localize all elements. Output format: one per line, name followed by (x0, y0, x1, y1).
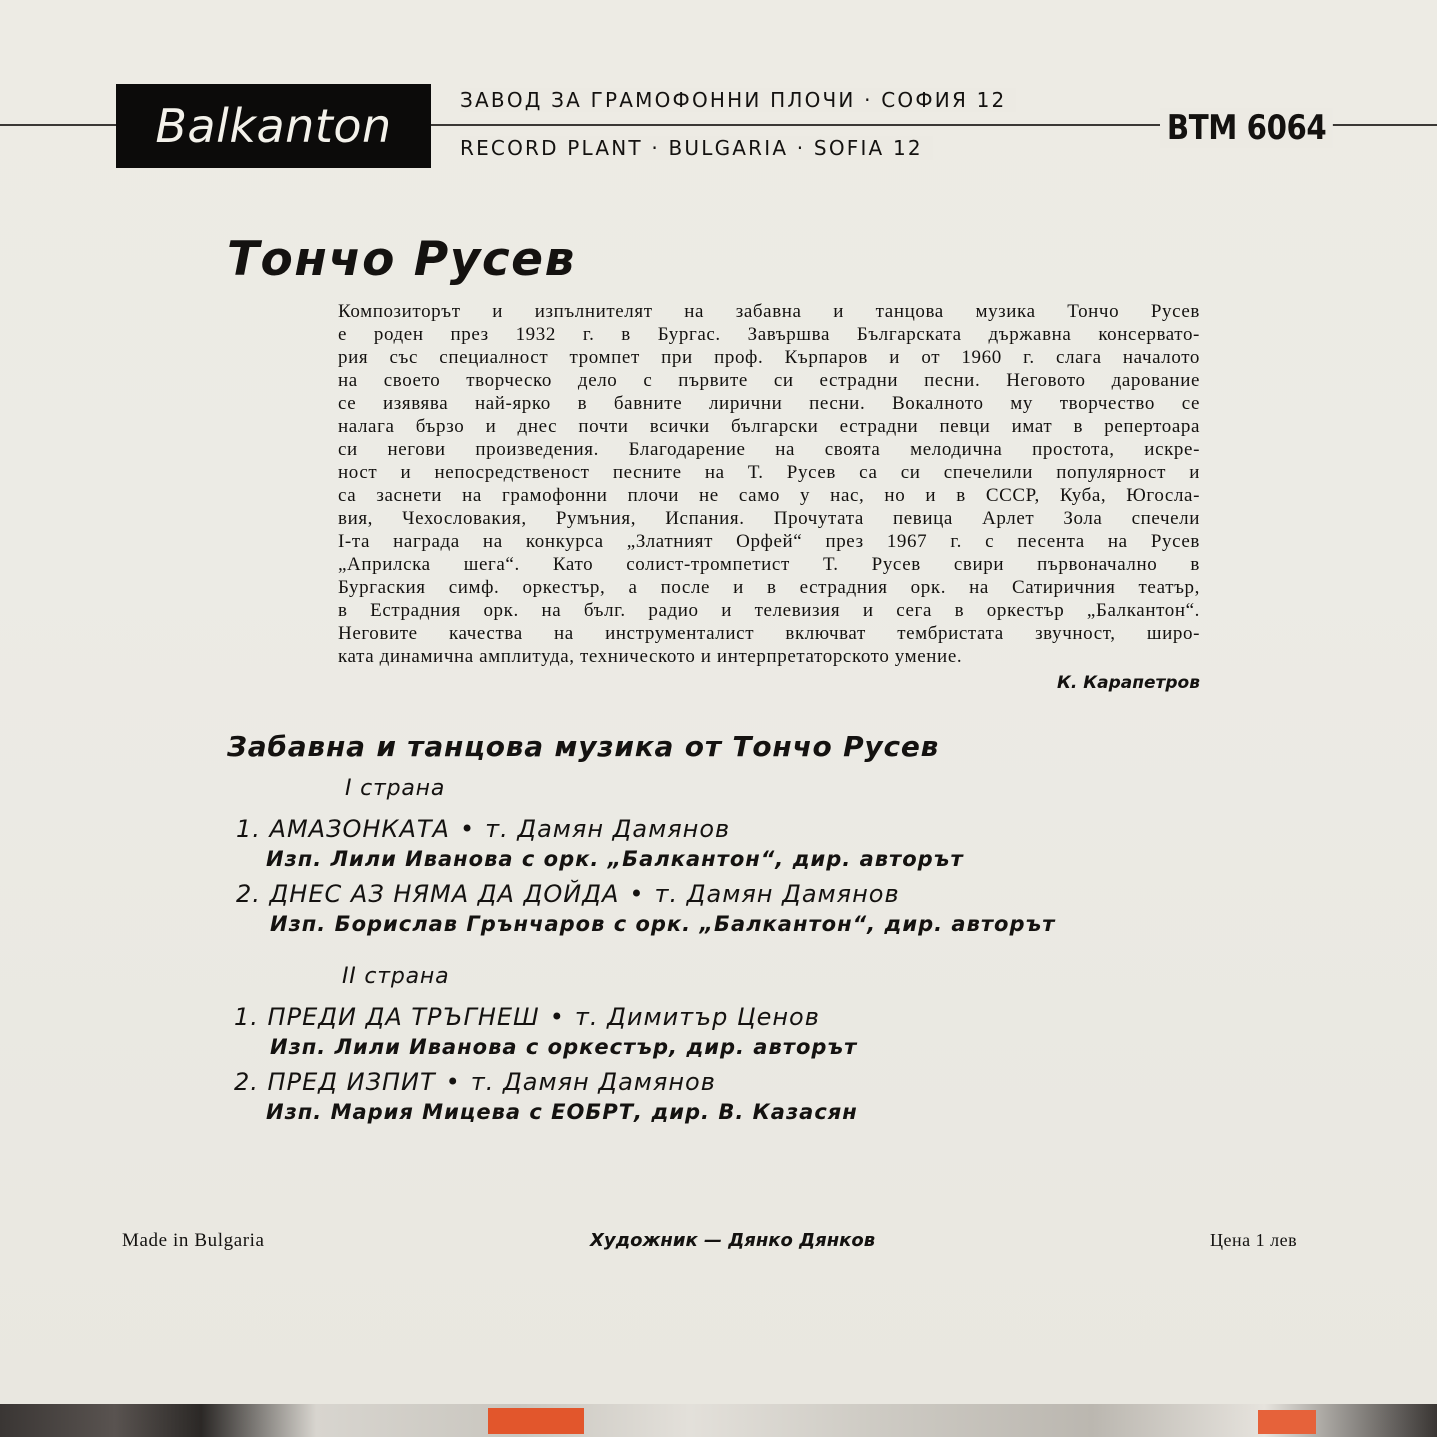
balkanton-logo (116, 84, 431, 168)
inner-sleeve-edge (0, 1404, 1437, 1437)
track-credit: Изп. Мария Мицева с ЕОБРТ, дир. В. Казасян (266, 1100, 858, 1124)
artist-credit: Художник — Дянко Дянков (590, 1230, 876, 1251)
track-credit: Изп. Лили Иванова с орк. „Балкантон“, дир. авторът (266, 847, 964, 871)
bio-line: вия, Чехословакия, Румъния, Испания. Прочутата певица Арлет Зола спечели (338, 508, 1200, 529)
bio-line: си негови произведения. Благодарение на своята мелодична простота, искре- (338, 439, 1200, 460)
bio-line: „Априлска шега“. Като солист-тромпетист Т. Русев свири първоначално в (338, 554, 1200, 575)
made-in-label: Made in Bulgaria (122, 1230, 265, 1251)
track-lyricist: т. Дамян Дамянов (485, 815, 731, 843)
brand-name: Balkanton (155, 99, 392, 153)
track-number: 1. (236, 815, 261, 843)
biography (338, 300, 1200, 668)
track-title (234, 1068, 716, 1096)
track-name: ПРЕДИ ДА ТРЪГНЕШ (267, 1003, 540, 1031)
track-title (236, 815, 730, 843)
track-credit: Изп. Лили Иванова с оркестър, дир. авторът (270, 1035, 858, 1059)
side-one-label: I страна (345, 776, 446, 801)
track-number: 1. (234, 1003, 259, 1031)
price-label: Цена 1 лев (1210, 1230, 1298, 1250)
album-title: Забавна и танцова музика от Тончо Русев (227, 730, 940, 763)
track-title (236, 880, 900, 908)
track-lyricist: т. Дамян Дамянов (470, 1068, 716, 1096)
track-credit: Изп. Борислав Грънчаров с орк. „Балкантон“, дир. авторът (270, 912, 1056, 936)
bio-line: са заснети на грамофонни плочи не само у нас, но и в СССР, Куба, Югосла- (338, 485, 1200, 506)
bio-line: Композиторът и изпълнителят на забавна и танцова музика Тончо Русев (338, 301, 1200, 322)
bio-line: рия със специалност тромпет при проф. Кърпаров и от 1960 г. слага началото (338, 347, 1200, 368)
catalog-number: ВТМ 6064 (1160, 108, 1333, 148)
bio-line: се изявява най-ярко в бавните лирични песни. Вокалното му творчество се (338, 393, 1200, 414)
bio-line: в Естрадния орк. на бълг. радио и телевизия и сега в оркестър „Балкантон“. (338, 600, 1200, 621)
track-name: ПРЕД ИЗПИТ (267, 1068, 436, 1096)
bio-line: ност и непосредственост песните на Т. Русев са си спечелили популярност и (338, 462, 1200, 483)
track-lyricist: т. Дамян Дамянов (654, 880, 900, 908)
track-number: 2. (234, 1068, 259, 1096)
bio-line: налага бързо и днес почти всички български естрадни певци имат в репертоара (338, 416, 1200, 437)
bio-line: на своето творческо дело с първите си естрадни песни. Неговото дарование (338, 370, 1200, 391)
label-edge (1258, 1410, 1316, 1434)
track-name: АМАЗОНКАТА (269, 815, 450, 843)
track-number: 2. (236, 880, 261, 908)
track-lyricist: т. Димитър Ценов (574, 1003, 820, 1031)
bullet-icon: • (549, 1003, 565, 1031)
bio-line: ката динамична амплитуда, техническото и интерпретаторското умение. (338, 646, 963, 667)
bullet-icon: • (445, 1068, 461, 1096)
track-title (234, 1003, 820, 1031)
artist-name: Тончо Русев (227, 232, 576, 287)
track-name: ДНЕС АЗ НЯМА ДА ДОЙДА (269, 880, 620, 908)
label-edge (488, 1408, 584, 1434)
bio-line: Бургаския симф. оркестър, а после и в естрадния орк. на Сатиричния театър, (338, 577, 1200, 598)
bio-author: К. Карапетров (1056, 673, 1200, 693)
bio-line: I-та награда на конкурса „Златният Орфей“ през 1967 г. с песента на Русев (338, 531, 1200, 552)
plant-name-english: RECORD PLANT · BULGARIA · SOFIA 12 (460, 136, 933, 160)
side-two-label: II страна (342, 964, 450, 989)
bio-line: Неговите качества на инструменталист включват тембристата звучност, широ- (338, 623, 1200, 644)
bio-line: е роден през 1932 г. в Бургас. Завършва Българската държавна консервато- (338, 324, 1200, 345)
bullet-icon: • (629, 880, 645, 908)
plant-name-bulgarian: ЗАВОД ЗА ГРАМОФОННИ ПЛОЧИ · СОФИЯ 12 (460, 88, 1016, 112)
bullet-icon: • (459, 815, 476, 843)
